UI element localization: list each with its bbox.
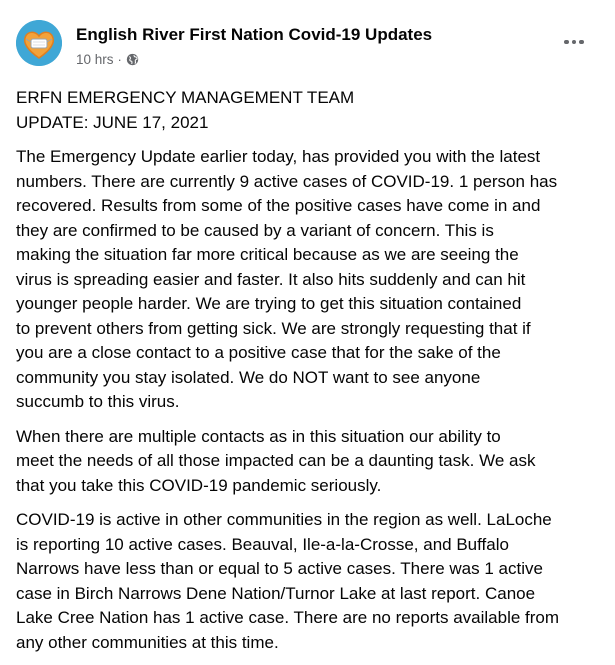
text-line: making the situation far more critical because as we are seeing the [16,245,519,264]
post-meta [76,52,139,67]
text-line: to prevent others from getting sick. We are strongly requesting that if [16,318,531,338]
post-header [16,20,606,70]
text-line: community you stay isolated. We do NOT want to see anyone [16,367,481,387]
post-paragraph-2 [16,425,606,499]
text-line: When there are multiple contacts as in this situation our ability to [16,426,501,446]
post-timestamp[interactable]: 10 hrs [76,52,114,67]
more-dot [572,40,577,45]
post-paragraph-3 [16,508,606,655]
post-author-name[interactable]: English River First Nation Covid-19 Updates [76,25,433,44]
text-line: recovered. Results from some of the positive cases have come in and [16,196,541,215]
text-line: numbers. There are currently 9 active cases of COVID-19. 1 person has [16,171,558,191]
text-line: you are a close contact to a positive case that for the sake of the [16,343,501,362]
more-dot [564,40,569,45]
text-line: Narrows have less than or equal to 5 active cases. There was 1 active [16,559,543,578]
text-line: succumb to this virus. [16,392,180,411]
text-line: Lake Cree Nation has 1 active case. There are no reports available from [16,608,560,627]
heading-line: ERFN EMERGENCY MANAGEMENT TEAM [16,88,355,107]
post-heading [16,86,606,135]
text-line: The Emergency Update earlier today, has provided you with the latest [16,147,541,166]
text-line: they are confirmed to be caused by a variant of concern. This is [16,220,494,240]
more-dot [579,40,584,45]
globe-icon[interactable] [126,53,139,66]
text-line: that you take this COVID-19 pandemic seriously. [16,475,382,495]
post-body [16,86,606,665]
meta-separator: · [117,52,122,67]
text-line: any other communities at this time. [16,632,279,652]
post-paragraph-1 [16,145,606,415]
heading-line: UPDATE: JUNE 17, 2021 [16,112,209,132]
page-avatar[interactable] [16,20,62,66]
text-line: younger people harder. We are trying to get this situation contained [16,294,522,313]
text-line: meet the needs of all those impacted can be a daunting task. We ask [16,451,536,470]
text-line: COVID-19 is active in other communities in the region as well. LaLoche [16,510,552,529]
more-options-icon[interactable] [556,24,592,60]
text-line: case in Birch Narrows Dene Nation/Turnor Lake at last report. Canoe [16,583,536,603]
heart-mask-avatar-icon [16,20,62,66]
text-line: virus is spreading easier and faster. It also hits suddenly and can hit [16,269,526,289]
text-line: is reporting 10 active cases. Beauval, Ile-a-la-Crosse, and Buffalo [16,534,509,554]
